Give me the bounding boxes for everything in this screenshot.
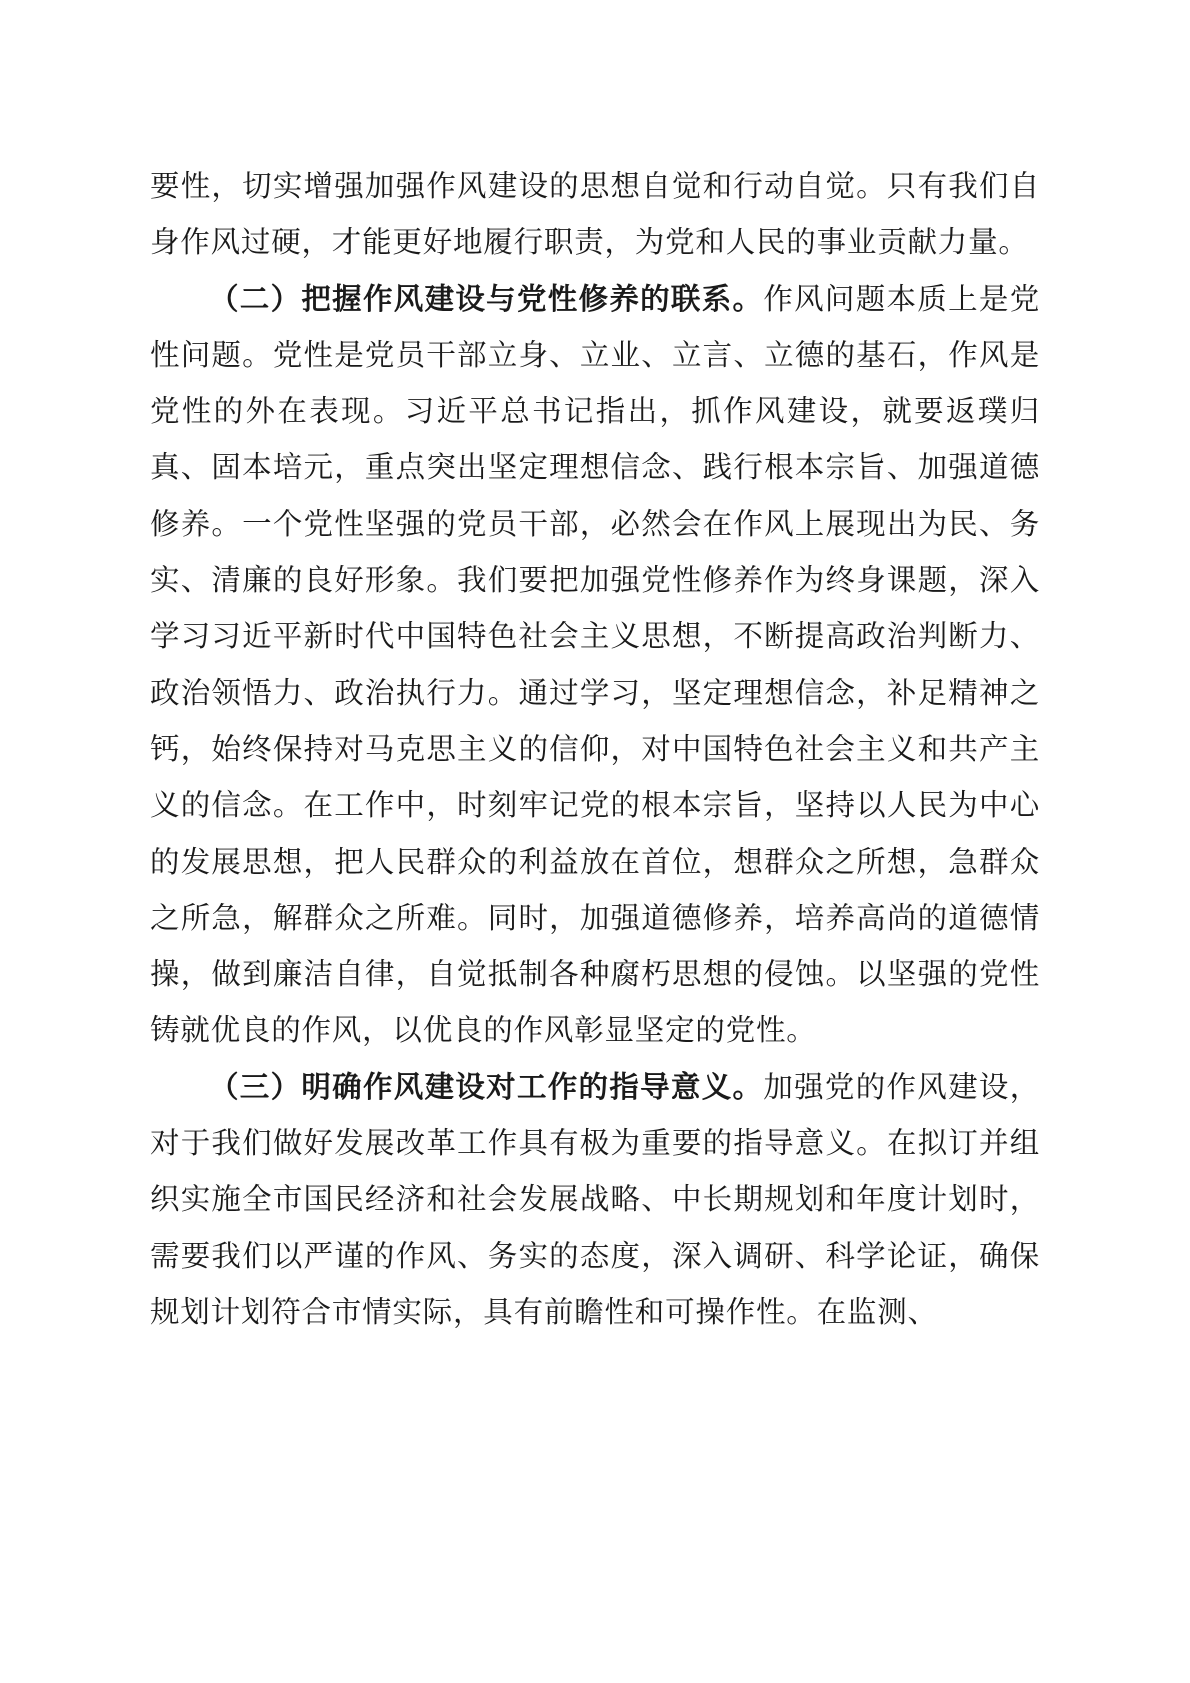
paragraph-section-3: [150, 1059, 1040, 1340]
paragraph-text: 作风问题本质上是党性问题。党性是党员干部立身、立业、立言、立德的基石，作风是党性的外在表现。习近平总书记指出，抓作风建设，就要返璞归真、固本培元，重点突出坚定理想信念、践行根本宗旨、加强道德修养。一个党性坚强的党员干部，必然会在作风上展现出为民、务实、清廉的良好形象。我们要把加强党性修养作为终身课题，深入学习习近平新时代中国特色社会主义思想，不断提高政治判断力、政治领悟力、政治执行力。通过学习，坚定理想信念，补足精神之钙，始终保持对马克思主义的信仰，对中国特色社会主义和共产主义的信念。在工作中，时刻牢记党的根本宗旨，坚持以人民为中心的发展思想，把人民群众的利益放在首位，想群众之所想，急群众之所急，解群众之所难。同时，加强道德修养，培养高尚的道德情操，做到廉洁自律，自觉抵制各种腐朽思想的侵蚀。以坚强的党性铸就优良的作风，以优良的作风彰显坚定的党性。: [150, 281, 1040, 1048]
section-heading: （三）明确作风建设对工作的指导意义。: [209, 1068, 764, 1104]
document-body: [150, 158, 1040, 1340]
paragraph-text: 加强党的作风建设，对于我们做好发展改革工作具有极为重要的指导意义。在拟订并组织实施全市国民经济和社会发展战略、中长期规划和年度计划时，需要我们以严谨的作风、务实的态度，深入调研、科学论证，确保规划计划符合市情实际，具有前瞻性和可操作性。在监测、: [150, 1069, 1040, 1329]
section-heading: （二）把握作风建设与党性修养的联系。: [209, 280, 764, 316]
paragraph-text: 要性，切实增强加强作风建设的思想自觉和行动自觉。只有我们自身作风过硬，才能更好地履行职责，为党和人民的事业贡献力量。: [150, 169, 1040, 260]
paragraph-continuation: [150, 158, 1040, 271]
paragraph-section-2: [150, 271, 1040, 1059]
